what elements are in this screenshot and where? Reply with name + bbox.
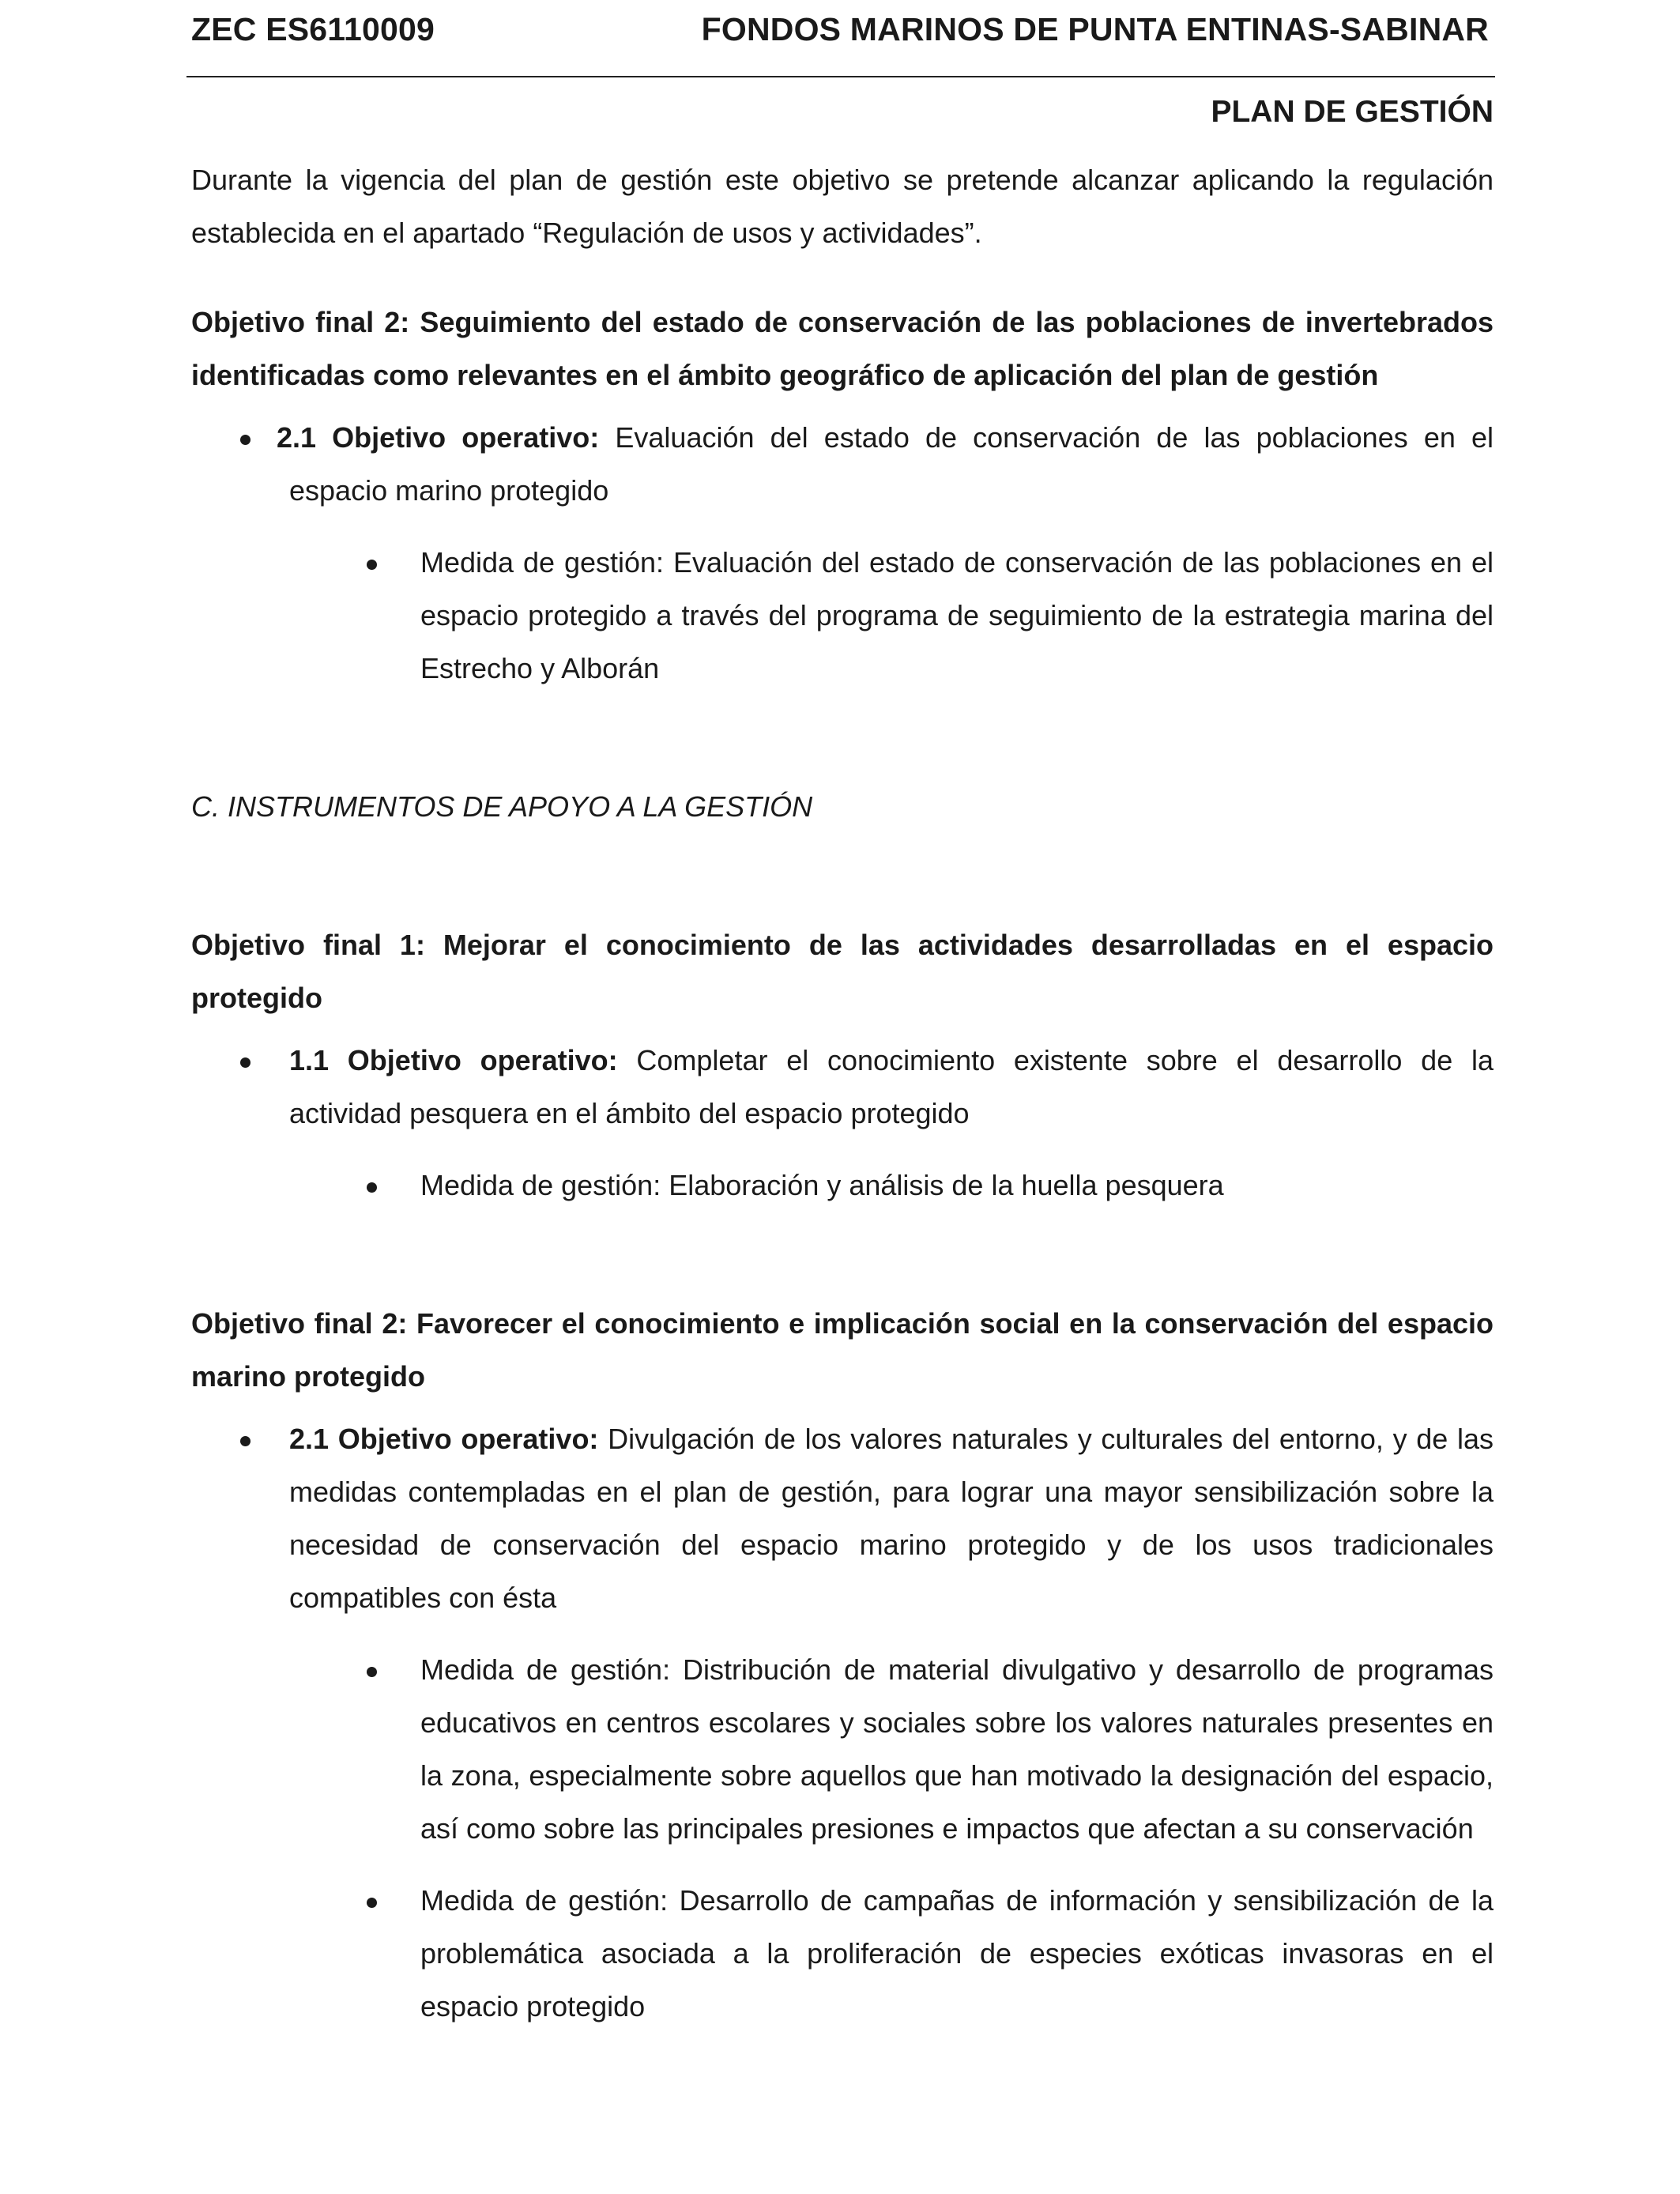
objetivo-operativo-label: 2.1 Objetivo operativo: bbox=[289, 1423, 599, 1455]
intro-paragraph: Durante la vigencia del plan de gestión este objetivo se pretende alcanzar aplicando la regulación establecida en el apartado “Regulación de usos y actividades”. bbox=[191, 164, 1494, 249]
medida-text: Medida de gestión: Evaluación del estado de conservación de las poblaciones en el espacio protegido a través del programa de seguimiento de la estrategia marina del Estrecho y Alborán bbox=[420, 546, 1494, 684]
objetivo-operativo-description: Divulgación de los valores naturales y culturales del entorno, y de las medidas contempladas en el plan de gestión, para lograr una mayor sensibilización sobre la necesidad de conservación del espacio marino protegido y de los usos tradicionales compatibles con ésta bbox=[289, 1423, 1494, 1614]
site-title: FONDOS MARINOS DE PUNTA ENTINAS-SABINAR bbox=[701, 11, 1489, 47]
bullet-icon bbox=[367, 560, 377, 570]
objetivo-operativo-text bbox=[289, 1034, 1494, 1140]
objetivo-operativo-description: Evaluación del estado de conservación de las poblaciones en el espacio marino protegido bbox=[289, 421, 1494, 507]
medida-item bbox=[191, 536, 1494, 695]
objetivo-operativo-item bbox=[191, 1412, 1494, 1624]
objetivo-operativo-item bbox=[191, 411, 1494, 517]
medida-text: Medida de gestión: Desarrollo de campañas de información y sensibilización de la problemática asociada a la proliferación de especies exóticas invasoras en el espacio protegido bbox=[420, 1884, 1494, 2022]
objetivo-operativo-label: 2.1 Objetivo operativo: bbox=[277, 421, 600, 454]
page-header bbox=[186, 0, 1495, 77]
objetivo-operativo-text bbox=[289, 1412, 1494, 1624]
bullet-icon bbox=[240, 435, 250, 445]
bullet-icon bbox=[367, 1182, 377, 1193]
objetivo-operativo-item bbox=[191, 1034, 1494, 1140]
document-subtitle: PLAN DE GESTIÓN bbox=[1211, 95, 1494, 129]
bullet-icon bbox=[367, 1898, 377, 1908]
medida-item bbox=[191, 1643, 1494, 1855]
objetivo-operativo-text bbox=[277, 411, 1494, 517]
medida-item bbox=[191, 1159, 1494, 1212]
bullet-icon bbox=[240, 1057, 250, 1068]
objetivo-final-heading: Objetivo final 2: Favorecer el conocimiento e implicación social en la conservación del espacio marino protegido bbox=[191, 1307, 1494, 1393]
document-page bbox=[191, 0, 1494, 2033]
section-heading: C. INSTRUMENTOS DE APOYO A LA GESTIÓN bbox=[191, 790, 813, 823]
medida-text: Medida de gestión: Elaboración y análisis de la huella pesquera bbox=[420, 1169, 1224, 1201]
medida-text: Medida de gestión: Distribución de material divulgativo y desarrollo de programas educativos en centros escolares y sociales sobre los valores naturales presentes en la zona, especialmente sobre aquellos que han motivado la designación del espacio, así como sobre las principales presiones e impactos que afectan a su conservación bbox=[420, 1653, 1494, 1845]
bullet-icon bbox=[240, 1436, 250, 1446]
objetivo-final-heading: Objetivo final 2: Seguimiento del estado de conservación de las poblaciones de invertebrados identificadas como relevantes en el ámbito geográfico de aplicación del plan de gestión bbox=[191, 306, 1494, 391]
objetivo-final-heading: Objetivo final 1: Mejorar el conocimiento de las actividades desarrolladas en el espacio protegido bbox=[191, 929, 1494, 1014]
bullet-icon bbox=[367, 1667, 377, 1677]
site-code: ZEC ES6110009 bbox=[191, 11, 435, 47]
medida-item bbox=[191, 1874, 1494, 2033]
objetivo-operativo-label: 1.1 Objetivo operativo: bbox=[289, 1044, 618, 1076]
objetivo-operativo-description: Completar el conocimiento existente sobre el desarrollo de la actividad pesquera en el ámbito del espacio protegido bbox=[289, 1044, 1494, 1129]
